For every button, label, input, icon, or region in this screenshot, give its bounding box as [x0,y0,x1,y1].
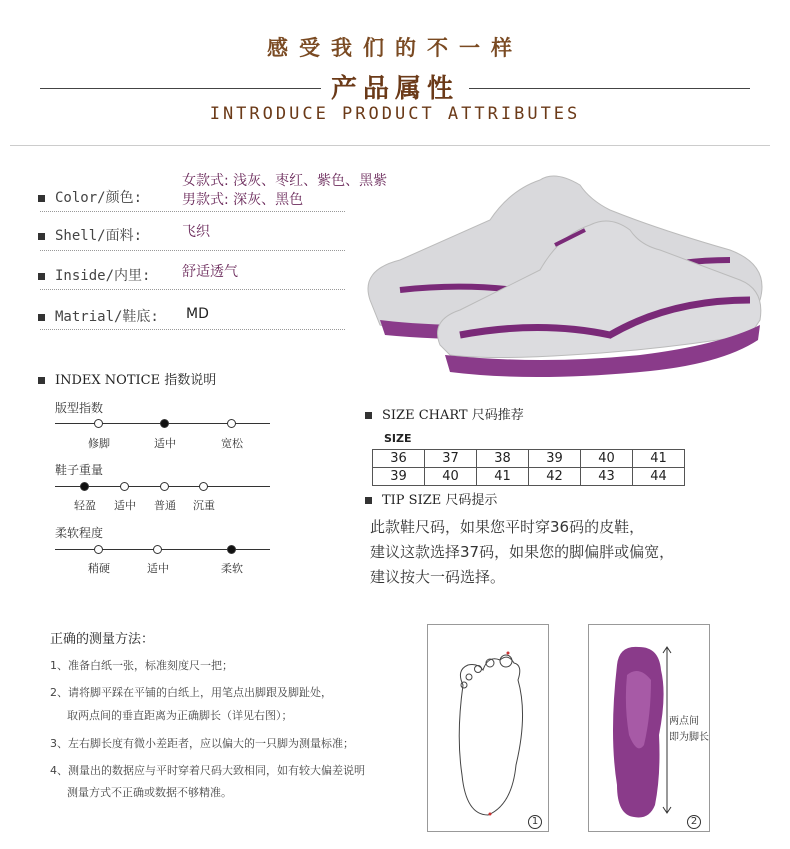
page-title: 产品属性 [0,68,790,105]
shell-value: 飞织 [182,224,210,240]
softness-dot-1 [94,545,103,554]
size-cell: 41 [477,468,529,486]
weight-option-3: 普通 [154,499,176,512]
measure-step-3: 3、左右脚长度有微小差距者，应以偏大的一只脚为测量标准； [50,737,354,750]
fit-option-1: 修脚 [88,437,110,450]
tip-line-3: 建议按大一码选择。 [370,568,506,586]
color-label: Color/颜色: [38,187,142,207]
tip-line-1: 此款鞋尺码，如果您平时穿36码的皮鞋， [370,518,645,536]
weight-index-title: 鞋子重量 [55,463,104,477]
size-cell: 39 [373,468,425,486]
size-cell: 39 [529,450,581,468]
product-shoe-image [340,150,770,390]
fit-option-3: 宽松 [221,437,243,450]
fit-index-title: 版型指数 [55,401,104,415]
figure-number-2: 2 [687,815,701,829]
weight-dot-4 [199,482,208,491]
size-cell: 37 [425,450,477,468]
softness-option-2: 适中 [147,562,169,575]
measure-step-4: 4、测量出的数据应与平时穿着尺码大致相同，如有较大偏差说明 [50,764,365,777]
size-cell: 40 [425,468,477,486]
inside-value: 舒适透气 [182,264,238,280]
softness-dot-2 [153,545,162,554]
section-divider [10,145,770,146]
tip-line-2: 建议这款选择37码，如果您的脚偏胖或偏宽， [370,543,675,561]
dotted-rule [40,289,345,290]
sole-length-label-1: 两点间 [669,716,699,727]
size-row-1 [373,450,685,468]
softness-option-1: 稍硬 [88,562,110,575]
size-cell: 41 [633,450,685,468]
fit-option-2: 适中 [154,437,176,450]
dotted-rule [40,211,345,212]
softness-index-title: 柔软程度 [55,526,104,540]
size-tag: SIZE [384,432,412,445]
softness-scale [55,549,270,550]
sole-figure [588,624,710,832]
measure-step-2b: 取两点间的垂直距离为正确脚长（详见右图）； [67,709,293,722]
inside-label: Inside/内里: [38,265,150,285]
color-women-value: 女款式: 浅灰、枣红、紫色、黑紫 [182,173,388,189]
shell-label: Shell/面料: [38,225,142,245]
weight-dot-3 [160,482,169,491]
foot-outline-icon [428,625,548,831]
fit-dot-1 [94,419,103,428]
fit-dot-3 [227,419,236,428]
fit-dot-2 [160,419,169,428]
measure-step-2: 2、请将脚平踩在平铺的白纸上，用笔点出脚跟及脚趾处， [50,686,332,699]
weight-option-1: 轻盈 [74,499,96,512]
tip-size-heading: TIP SIZE 尺码提示 [365,489,497,508]
size-table [372,449,685,486]
color-men-value: 男款式: 深灰、黑色 [182,192,304,208]
dotted-rule [40,250,345,251]
measure-title: 正确的测量方法： [50,632,155,647]
softness-dot-3 [227,545,236,554]
size-cell: 36 [373,450,425,468]
page-subtitle: INTRODUCE PRODUCT ATTRIBUTES [209,104,581,124]
size-row-2 [373,468,685,486]
sole-label: Matrial/鞋底: [38,306,159,326]
softness-option-3: 柔软 [221,562,243,575]
dotted-rule [40,329,345,330]
size-cell: 43 [581,468,633,486]
sole-value: MD [186,306,209,322]
weight-option-4: 沉重 [193,499,215,512]
index-notice-heading: INDEX NOTICE 指数说明 [38,369,216,388]
size-cell: 38 [477,450,529,468]
weight-option-2: 适中 [114,499,136,512]
figure-number-1: 1 [528,815,542,829]
size-chart-heading: SIZE CHART 尺码推荐 [365,404,524,423]
weight-dot-2 [120,482,129,491]
measure-step-4b: 测量方式不正确或数据不够精准。 [67,786,232,799]
weight-dot-1 [80,482,89,491]
foot-outline-figure [427,624,549,832]
size-cell: 40 [581,450,633,468]
measure-step-1: 1、准备白纸一张，标准刻度尺一把； [50,659,233,672]
size-cell: 44 [633,468,685,486]
tip-text [370,515,780,590]
size-cell: 42 [529,468,581,486]
slogan: 感受我们的不一样 [267,36,523,60]
sole-length-label-2: 即为脚长 [669,732,709,743]
